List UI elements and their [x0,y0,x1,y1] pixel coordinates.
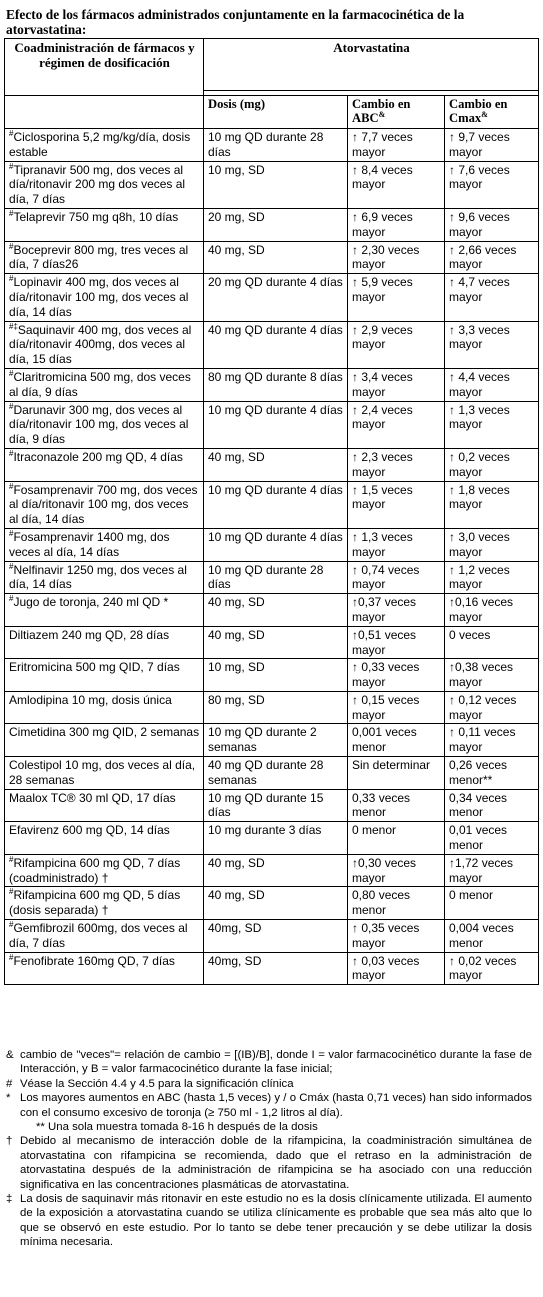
cell-abc [348,920,445,953]
cell-abc [348,368,445,401]
cell-drug [5,952,204,985]
cell-cmax [445,789,539,822]
row-mark: # [9,274,14,284]
table-row [5,854,539,887]
abc-change: 0,80 veces menor [352,888,411,918]
abc-change: ↑ 1,5 veces mayor [352,482,413,512]
cell-cmax [445,757,539,790]
cell-drug [5,368,204,401]
row-mark: # [9,401,14,411]
drug-name: Diltiazem 240 mg QD, 28 días [9,627,170,642]
dose-text: 40mg, SD [208,953,262,968]
abc-change: ↑ 2,3 veces mayor [352,449,413,479]
cell-abc [348,129,445,162]
drug-name: Rifampicina 600 mg QD, 7 días (coadministrado) † [9,855,181,885]
cell-cmax [445,659,539,692]
cell-drug [5,626,204,659]
drug-name: Telaprevir 750 mg q8h, 10 días [13,209,179,224]
footnote-text: Los mayores aumentos en ABC (hasta 1,5 veces) y / o Cmáx (hasta 0,71 veces) han sido informados con el consumo excesivo de toronja (≥ 750 ml - 1,2 litros al día). [20,1092,532,1119]
cmax-change: ↑0,38 veces mayor [449,660,514,690]
row-mark: # [9,481,14,491]
cell-drug [5,161,204,208]
cell-dose [204,401,348,448]
cmax-change: ↑ 9,6 veces mayor [449,209,510,239]
table-row [5,401,539,448]
cell-dose [204,659,348,692]
dose-text: 10 mg, SD [208,660,265,675]
drug-name: Cimetidina 300 mg QID, 2 semanas [9,725,200,740]
table-row [5,561,539,594]
header-abc [348,96,445,129]
drug-name: Fosamprenavir 700 mg, dos veces al día/ritonavir 100 mg, dos veces al día, 14 días [9,482,198,527]
dose-text: 10 mg QD durante 4 días [208,402,343,417]
cell-abc [348,448,445,481]
cell-cmax [445,161,539,208]
header-dosis: Dosis (mg) [204,96,348,129]
table-row [5,208,539,241]
footnote-mark: # [6,1077,13,1090]
footnote [6,1134,532,1192]
table-row [5,274,539,321]
cmax-change: ↑ 9,7 veces mayor [449,130,510,159]
abc-change: ↑0,30 veces mayor [352,855,417,885]
header-atorvastatina: Atorvastatina [204,39,539,91]
table-row [5,757,539,790]
cell-drug [5,208,204,241]
cell-cmax [445,208,539,241]
footnote-mark: & [6,1049,14,1061]
table-row [5,691,539,724]
dose-text: 40 mg QD durante 4 días [208,322,343,337]
cell-cmax [445,594,539,627]
drug-name: Jugo de toronja, 240 ml QD * [13,595,169,610]
cell-cmax [445,129,539,162]
cell-abc [348,594,445,627]
cell-cmax [445,854,539,887]
cmax-change: ↑ 1,2 veces mayor [449,562,510,592]
footnote [6,1091,532,1120]
drug-name: Claritromicina 500 mg, dos veces al día, 9 días [9,369,191,399]
cell-drug [5,481,204,528]
cmax-change: 0,004 veces menor [449,921,514,950]
cell-abc [348,528,445,561]
abc-change: ↑ 2,4 veces mayor [352,402,413,432]
cell-drug [5,757,204,790]
cell-abc [348,789,445,822]
cell-dose [204,757,348,790]
cell-drug [5,528,204,561]
cell-abc [348,952,445,985]
cell-drug [5,822,204,855]
header-cmax-sup: & [481,109,488,119]
cell-drug [5,594,204,627]
cell-drug [5,920,204,953]
cell-abc [348,561,445,594]
header-abc-text: Cambio en ABC [352,97,411,125]
cell-cmax [445,274,539,321]
abc-change: ↑ 1,3 veces mayor [352,529,413,559]
cell-dose [204,854,348,887]
footnotes [6,1048,532,1250]
cell-dose [204,920,348,953]
drug-name: Gemfibrozil 600mg, dos veces al día, 7 días [9,921,188,950]
footnote [6,1120,532,1134]
cell-cmax [445,561,539,594]
cmax-change: 0,26 veces menor** [449,758,508,787]
cell-dose [204,241,348,274]
cell-abc [348,274,445,321]
cell-cmax [445,724,539,757]
row-mark: # [9,528,14,538]
cell-cmax [445,822,539,855]
abc-change: ↑ 8,4 veces mayor [352,162,413,192]
table-row [5,481,539,528]
abc-change: 0,001 veces menor [352,725,417,755]
footnote-mark: † [6,1135,13,1148]
table-row [5,161,539,208]
interaction-table [4,38,539,985]
row-mark: # [9,241,14,251]
cell-dose [204,887,348,920]
table-row [5,724,539,757]
cell-abc [348,659,445,692]
cell-drug [5,321,204,368]
table-row [5,594,539,627]
drug-name: Ciclosporina 5,2 mg/kg/día, dosis estable [9,130,191,159]
dose-text: 20 mg QD durante 4 días [208,275,343,290]
cell-drug [5,561,204,594]
cell-dose [204,481,348,528]
footnote-text: Véase la Sección 4.4 y 4.5 para la significación clínica [20,1077,294,1090]
drug-name: Maalox TC® 30 ml QD, 17 días [9,790,176,805]
cell-abc [348,321,445,368]
cell-abc [348,161,445,208]
drug-name: Eritromicina 500 mg QID, 7 días [9,660,180,675]
cell-abc [348,691,445,724]
cell-dose [204,161,348,208]
row-mark: # [9,594,14,604]
dose-text: 40 mg, SD [208,855,265,870]
cell-cmax [445,528,539,561]
dose-text: 40 mg, SD [208,595,265,610]
dose-text: 10 mg QD durante 15 días [208,790,324,820]
drug-name: Nelfinavir 1250 mg, dos veces al día, 14 días [9,562,187,592]
cmax-change: ↑0,16 veces mayor [449,595,514,624]
cell-dose [204,724,348,757]
drug-name: Lopinavir 400 mg, dos veces al día/ritonavir 100 mg, dos veces al día, 14 días [9,275,189,319]
drug-name: Amlodipina 10 mg, dosis única [9,692,172,707]
cmax-change: 0 menor [449,888,494,903]
table-row [5,952,539,985]
cell-dose [204,691,348,724]
dose-text: 80 mg QD durante 8 días [208,369,343,384]
abc-change: ↑ 5,9 veces mayor [352,275,413,304]
dose-text: 10 mg QD durante 28 días [208,562,324,592]
abc-change: 0,33 veces menor [352,790,411,820]
table-row [5,887,539,920]
cell-abc [348,401,445,448]
cell-drug [5,887,204,920]
row-mark: # [9,208,14,218]
table-row [5,789,539,822]
dose-text: 20 mg, SD [208,209,265,224]
footnote [6,1077,532,1091]
cell-dose [204,561,348,594]
cell-dose [204,626,348,659]
cell-dose [204,448,348,481]
table-row [5,321,539,368]
footnote-mark: * [6,1092,11,1105]
table-row [5,241,539,274]
cell-cmax [445,481,539,528]
cell-cmax [445,401,539,448]
dose-text: 10 mg QD durante 4 días [208,529,343,544]
cell-cmax [445,952,539,985]
cmax-change: 0,01 veces menor [449,823,508,853]
drug-name: Colestipol 10 mg, dos veces al día, 28 semanas [9,758,196,787]
cmax-change: 0,34 veces menor [449,790,508,820]
cell-cmax [445,448,539,481]
row-mark: # [9,854,14,864]
abc-change: ↑ 3,4 veces mayor [352,369,413,399]
cmax-change: 0 veces [449,627,491,642]
cell-drug [5,724,204,757]
cell-cmax [445,691,539,724]
dose-text: 80 mg, SD [208,692,265,707]
row-mark: # [9,920,14,930]
drug-name: Rifampicina 600 mg QD, 5 días (dosis separada) † [9,888,181,918]
cmax-change: ↑ 4,4 veces mayor [449,369,510,399]
row-mark: # [9,161,14,171]
cmax-change: ↑ 0,12 veces mayor [449,692,517,722]
cell-dose [204,594,348,627]
row-mark: # [9,448,14,458]
cmax-change: ↑ 3,3 veces mayor [449,322,510,352]
abc-change: ↑ 0,74 veces mayor [352,562,420,592]
dose-text: 40 mg, SD [208,242,265,257]
cell-abc [348,822,445,855]
cmax-change: ↑ 2,66 veces mayor [449,242,517,272]
footnote [6,1048,532,1077]
footnote-mark: ‡ [6,1193,13,1206]
table-body [5,129,539,985]
header-cmax-text: Cambio en Cmax [449,97,508,125]
dose-text: 10 mg, SD [208,162,265,177]
abc-change: ↑ 0,35 veces mayor [352,921,420,950]
header-abc-sup: & [378,109,386,119]
cell-abc [348,626,445,659]
row-mark: # [9,368,14,378]
header-cmax [445,96,539,129]
header-coadmin: Coadministración de fármacos y régimen de dosificación [5,39,204,96]
cmax-change: ↑ 4,7 veces mayor [449,275,510,304]
dose-text: 40 mg, SD [208,888,265,903]
abc-change: ↑ 2,30 veces mayor [352,242,420,272]
footnote-text: Debido al mecanismo de interacción doble de la rifampicina, la coadministración simultánea de atorvastatina con rifampicina se recomienda, dado que el retraso en la administración de atorvastatina después de la administración de rifampicina se ha asociado con una reducción significativa en las concentraciones plasmáticas de atorvastatina. [20,1135,532,1191]
cmax-change: ↑1,72 veces mayor [449,855,514,885]
cell-dose [204,129,348,162]
cell-dose [204,274,348,321]
cmax-change: ↑ 0,2 veces mayor [449,449,510,479]
footnote-text: cambio de "veces"= relación de cambio = [(IB)/B], donde I = valor farmacocinético durante la fase de Interacción, y B = valor farmacocinético durante la fase inicial; [20,1049,532,1076]
footnote-text: ** Una sola muestra tomada 8-16 h después de la dosis [36,1121,318,1134]
cell-cmax [445,321,539,368]
row-mark: #‡ [9,321,18,331]
cell-cmax [445,241,539,274]
cell-drug [5,448,204,481]
cmax-change: ↑ 1,3 veces mayor [449,402,510,432]
drug-name: Fenofibrate 160mg QD, 7 días [13,953,175,968]
cell-drug [5,854,204,887]
table-row [5,626,539,659]
cell-cmax [445,368,539,401]
cmax-change: ↑ 7,6 veces mayor [449,162,510,192]
cell-drug [5,129,204,162]
dose-text: 40 mg, SD [208,449,265,464]
cell-dose [204,952,348,985]
row-mark: # [9,129,14,138]
cell-abc [348,887,445,920]
abc-change: ↑ 0,03 veces mayor [352,953,420,983]
footnote-text: La dosis de saquinavir más ritonavir en este estudio no es la dosis clínicamente utilizada. El aumento de la exposición a atorvastatina cuando se utiliza clínicamente es probable que sea más alto que lo que se observó en este estudio. Por lo tanto se debe tener precaución y se debe utilizar la dosis mínima necesaria. [20,1193,532,1249]
row-mark: # [9,952,14,962]
drug-name: Saquinavir 400 mg, dos veces al día/ritonavir 400mg, dos veces al día, 15 días [9,322,192,367]
abc-change: ↑ 2,9 veces mayor [352,322,413,352]
dose-text: 40 mg, SD [208,627,265,642]
drug-name: Itraconazole 200 mg QD, 4 días [13,449,183,464]
cell-abc [348,481,445,528]
abc-change: Sin determinar [352,758,431,773]
abc-change: ↑ 7,7 veces mayor [352,130,413,159]
cell-dose [204,208,348,241]
cmax-change: ↑ 3,0 veces mayor [449,529,510,559]
cell-drug [5,659,204,692]
table-row [5,659,539,692]
table-row [5,129,539,162]
cell-drug [5,241,204,274]
cell-cmax [445,920,539,953]
cell-dose [204,528,348,561]
cell-dose [204,368,348,401]
dose-text: 10 mg durante 3 días [208,823,322,838]
table-title: Efecto de los fármacos administrados conjuntamente en la farmacocinética de la atorvastatina: [6,7,465,37]
cmax-change: ↑ 0,11 veces mayor [449,725,516,755]
abc-change: 0 menor [352,823,397,838]
cell-dose [204,321,348,368]
drug-name: Tipranavir 500 mg, dos veces al día/ritonavir 200 mg dos veces al día, 7 días [9,162,186,207]
cell-drug [5,691,204,724]
cell-drug [5,789,204,822]
footnote [6,1192,532,1250]
cell-dose [204,822,348,855]
cmax-change: ↑ 0,02 veces mayor [449,953,517,983]
drug-name: Darunavir 300 mg, dos veces al día/ritonavir 100 mg, dos veces al día, 9 días [9,402,189,447]
cell-abc [348,241,445,274]
header-blank [5,96,204,129]
row-mark: # [9,561,14,571]
abc-change: ↑ 6,9 veces mayor [352,209,413,239]
cell-cmax [445,626,539,659]
table-row [5,368,539,401]
abc-change: ↑0,51 veces mayor [352,627,417,657]
cmax-change: ↑ 1,8 veces mayor [449,482,510,512]
dose-text: 40mg, SD [208,921,262,936]
cell-abc [348,724,445,757]
table-row [5,822,539,855]
row-mark: # [9,887,14,897]
cell-abc [348,757,445,790]
cell-cmax [445,887,539,920]
cell-drug [5,274,204,321]
table-row [5,448,539,481]
drug-name: Boceprevir 800 mg, tres veces al día, 7 días26 [9,242,189,272]
abc-change: ↑0,37 veces mayor [352,595,417,624]
dose-text: 10 mg QD durante 28 días [208,130,324,159]
cell-abc [348,208,445,241]
dose-text: 10 mg QD durante 2 semanas [208,725,317,755]
abc-change: ↑ 0,15 veces mayor [352,692,420,722]
dose-text: 40 mg QD durante 28 semanas [208,758,324,787]
dose-text: 10 mg QD durante 4 días [208,482,343,497]
cell-drug [5,401,204,448]
table-row [5,920,539,953]
drug-name: Efavirenz 600 mg QD, 14 días [9,823,170,838]
cell-abc [348,854,445,887]
drug-name: Fosamprenavir 1400 mg, dos veces al día, 14 días [9,529,170,559]
table-row [5,528,539,561]
cell-dose [204,789,348,822]
abc-change: ↑ 0,33 veces mayor [352,660,420,690]
